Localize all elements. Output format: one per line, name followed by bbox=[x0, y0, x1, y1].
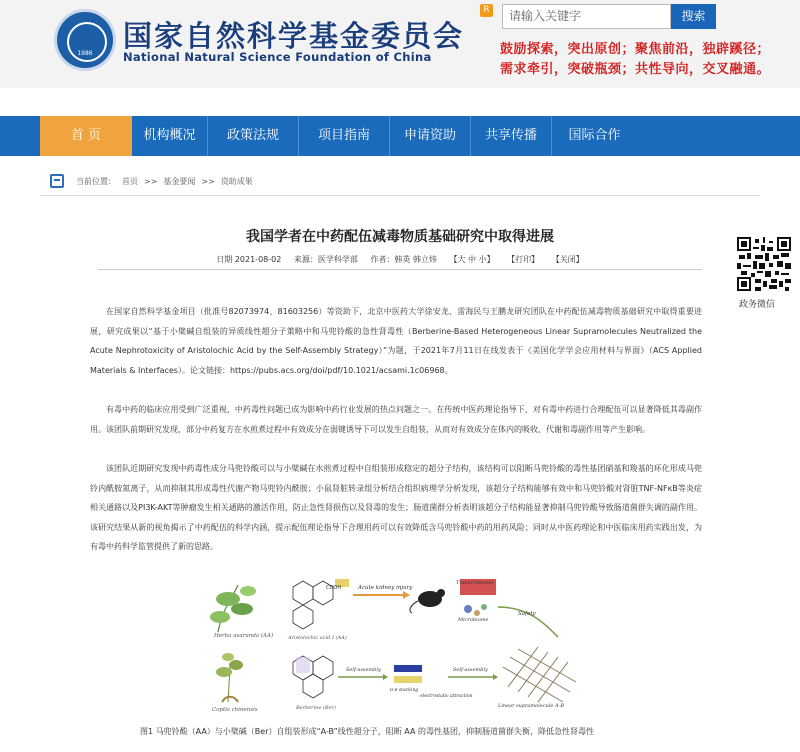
electrostatic-label: electrostatic attraction bbox=[420, 694, 473, 699]
nav-item-policy[interactable]: 政策法规 bbox=[226, 128, 279, 143]
breadcrumb-sep: >> bbox=[144, 177, 158, 186]
meta-divider bbox=[98, 269, 702, 270]
herb-coptis-illustration bbox=[216, 653, 243, 702]
font-size-control[interactable]: 【大 中 小】 bbox=[449, 255, 495, 264]
breadcrumb-news[interactable]: 基金要闻 bbox=[163, 177, 196, 186]
close-link[interactable]: 【关闭】 bbox=[551, 255, 584, 264]
breadcrumb bbox=[40, 170, 760, 196]
org-name-cn[interactable]: 国家自然科学基金委员会 bbox=[123, 19, 465, 53]
compound2-label: Berberine (Ber) bbox=[296, 705, 336, 711]
search-button[interactable]: 搜索 bbox=[671, 4, 716, 29]
breadcrumb-sep: >> bbox=[201, 177, 215, 186]
article-paragraph: 有毒中药的临床应用受到广泛重视，中药毒性问题已成为影响中药行业发展的热点问题之一。在传统中医药理论指导下，对有毒中药进行合理配伍可以显著降低其毒副作用。该团队前期研究发现，部分中药复方在水煎煮过程中有效成分在弱键诱导下可以发生自组装，从而对有效成分在体内的吸收、代谢和毒副作用等产生影响。 bbox=[90, 405, 702, 434]
nav-item-international[interactable]: 国际合作 bbox=[568, 128, 621, 143]
linear-supramolecule-mesh bbox=[503, 647, 576, 702]
site-header bbox=[0, 0, 800, 88]
molecule-a bbox=[394, 665, 422, 672]
qr-code-image bbox=[737, 237, 791, 291]
print-link[interactable]: 【打印】 bbox=[507, 255, 540, 264]
nav-item-share[interactable]: 共享传播 bbox=[484, 128, 537, 143]
pi-stacking-label: π-π stacking bbox=[390, 688, 419, 693]
microbiome-label: Microbiome bbox=[458, 617, 489, 623]
microbiome-illustration bbox=[464, 605, 472, 613]
nav-item-guide[interactable]: 项目指南 bbox=[317, 128, 370, 143]
logo-year: 1986 bbox=[77, 50, 93, 57]
compound1-label: Aristolochic acid I (AA) bbox=[288, 635, 347, 641]
linear-label: Linear supramolecule A-B bbox=[498, 703, 564, 709]
slogan bbox=[500, 40, 770, 80]
nav-item-apply[interactable]: 申请资助 bbox=[403, 128, 456, 143]
search-input[interactable]: 请输入关键字 bbox=[502, 4, 671, 29]
breadcrumb-results[interactable]: 资助成果 bbox=[220, 177, 253, 186]
rss-icon[interactable]: R bbox=[480, 4, 493, 17]
article-source: 来源：医学科学部 bbox=[293, 255, 358, 264]
location-icon bbox=[50, 174, 64, 188]
mechanism-diagram bbox=[198, 577, 600, 714]
herb-aa-illustration bbox=[210, 585, 256, 632]
figure-caption: 图1 马兜铃酸（AA）与小檗碱（Ber）自组装形成“A-B”线性超分子，阻断 AA 的毒性基团，抑制肠道菌群失衡，降低急性肾毒性 bbox=[140, 727, 594, 736]
article-meta bbox=[90, 254, 710, 265]
transcriptome-label: Transcriptome bbox=[456, 580, 494, 586]
article-paragraph: 在国家自然科学基金项目（批准号82073974、81603256）等资助下，北京中医药大学徐安龙、雷海民与王鹏龙研究团队在中药配伍减毒物质基础研究中取得重要进展，研究成果以“基于小檗碱自组装的异质线性超分子策略中和马兜铃酸的急性肾毒性（Berberine-Based Heterogeneous Linear Supramolecules Neutralized the Acute Nephrotoxicity of Aristolochic Acid by the Self-Assembly Strategy）”为题，于2021年7月11日在线发表于《美国化学学会应用材料与界面》（ACS Applied Materials & Interfaces）。论文链接：https://pubs.acs.org/doi/pdf/10.1021/acsami.1c06968。 bbox=[90, 307, 702, 375]
cooh-label: COOH bbox=[326, 585, 342, 591]
article-author: 作者：韩英 韩立炜 bbox=[370, 255, 437, 264]
main-nav bbox=[0, 116, 800, 156]
article-paragraph: 该团队近期研究发现中药毒性成分马兜铃酸可以与小檗碱在水煎煮过程中自组装形成稳定的超分子结构，该结构可以阻断马兜铃酸的毒性基团硝基和羧基的环化形成马兜铃内酰胺氮离子，从而抑制其形成毒性代谢产物马兜铃内酰胺；小鼠肾脏转录组分析结合组织病理学分析发现，该超分子结构能够有效中和马兜铃酸对肾脏TNF-NFκB等炎症相关通路以及PI3K-AKT等肿瘤发生相关通路的激活作用，防止急性肾损伤以及肾毒的发生；肠道菌群分析表明该超分子结构能显著抑制马兜铃酸导致肠道菌群失调的副作用。该研究结果从新的视角揭示了中药配伍的科学内涵，提示配伍理论指导下合理用药可以有效降低含马兜铃酸中药的用药风险；同时从中医药理论和中医临床用药实践出发，为有毒中药科学监管提供了新的思路。 bbox=[90, 464, 702, 551]
self-assembly-label-2: Self-assembly bbox=[453, 667, 488, 673]
nav-item-about[interactable]: 机构概况 bbox=[143, 128, 196, 143]
acute-label: Acute kidney injury bbox=[358, 585, 413, 591]
article-figure bbox=[198, 577, 600, 714]
breadcrumb-prefix: 当前位置： bbox=[76, 177, 116, 186]
article-title: 我国学者在中药配伍减毒物质基础研究中取得进展 bbox=[246, 229, 554, 245]
nav-item-home[interactable]: 首 页 bbox=[40, 116, 132, 156]
article-date: 日期 2021-08-02 bbox=[216, 255, 282, 264]
breadcrumb-path bbox=[76, 176, 259, 187]
molecule-b bbox=[394, 676, 422, 683]
herb2-label: Coptis chinensis bbox=[212, 707, 258, 713]
qr-code[interactable] bbox=[734, 234, 794, 294]
qr-label: 政务微信 bbox=[739, 300, 776, 310]
self-assembly-label-1: Self-assembly bbox=[346, 667, 381, 673]
org-name-en: National Natural Science Foundation of China bbox=[123, 50, 432, 64]
herb1-label: Herba asarunda (AA) bbox=[214, 633, 274, 639]
safety-label: Safety bbox=[518, 611, 536, 617]
nsfc-logo[interactable] bbox=[54, 9, 116, 71]
slogan-line-2: 需求牵引，突破瓶颈；共性导向，交叉融通。 bbox=[500, 62, 771, 77]
breadcrumb-home[interactable]: 首页 bbox=[122, 177, 138, 186]
slogan-line-1: 鼓励探索，突出原创；聚焦前沿，独辟蹊径； bbox=[500, 42, 771, 57]
